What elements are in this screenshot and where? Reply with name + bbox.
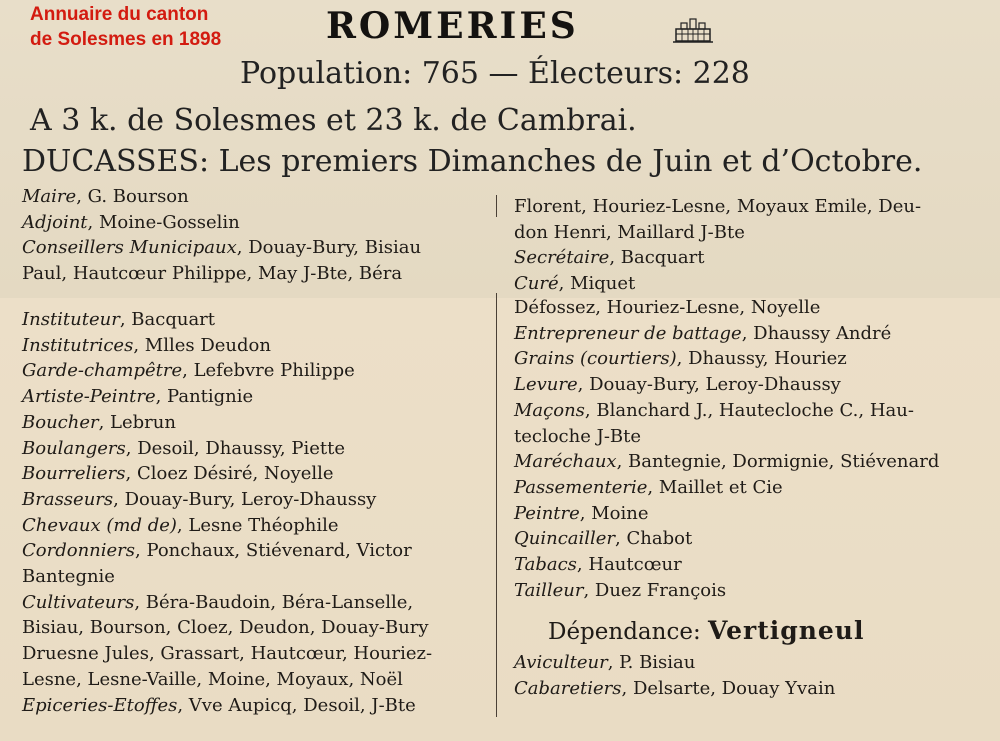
entry-label: Boulangers	[22, 437, 126, 459]
entry-text: , Bantegnie, Dormignie, Stiévenard	[616, 451, 940, 473]
entry-text: , Douay-Bury, Bisiau	[236, 237, 422, 259]
entry-label: Peintre	[514, 502, 580, 524]
entry-label: Curé	[514, 273, 559, 295]
entry-text: , Chabot	[615, 528, 693, 550]
entry-text: , Desoil, Dhaussy, Piette	[125, 437, 346, 459]
entry-label: Entrepreneur de battage	[514, 322, 742, 344]
list-item	[514, 245, 984, 271]
list-item	[514, 526, 984, 552]
list-item	[514, 676, 984, 702]
dependance-heading	[548, 616, 864, 645]
page-title: ROMERIES	[326, 5, 579, 47]
entry-text: , Lebrun	[98, 411, 176, 433]
entry-text: , Moine	[579, 502, 649, 524]
entry-label: Maréchaux	[514, 451, 617, 473]
entry-label: Cordonniers	[22, 540, 136, 562]
list-item	[514, 398, 984, 424]
list-item	[22, 641, 492, 667]
entry-label: Passementerie	[514, 476, 648, 498]
entry-text: , Delsarte, Douay Yvain	[621, 677, 836, 699]
list-item	[514, 650, 984, 676]
entry-text: tecloche J-Bte	[514, 425, 642, 447]
list-item	[22, 487, 492, 513]
list-item	[22, 538, 492, 564]
ducasses-line: DUCASSES: Les premiers Dimanches de Juin et d’Octobre.	[22, 144, 923, 179]
list-item	[22, 436, 492, 462]
list-item	[22, 235, 492, 261]
entry-label: Conseillers Municipaux	[22, 237, 237, 259]
right-column-top	[514, 194, 984, 297]
list-item	[22, 358, 492, 384]
entry-label: Tabacs	[514, 554, 577, 576]
entry-text: , Bacquart	[609, 247, 705, 269]
entry-text: Bisiau, Bourson, Cloez, Deudon, Douay-Bury	[22, 617, 429, 639]
entry-text: Lesne, Lesne-Vaille, Moine, Moyaux, Noël	[22, 668, 403, 690]
dependance-list	[514, 650, 984, 701]
entry-label: Maire	[22, 186, 77, 207]
entry-text: , Moine-Gosselin	[87, 211, 240, 233]
entry-label: Artiste-Peintre	[22, 386, 156, 408]
entry-text: , Béra-Baudoin, Béra-Lanselle,	[134, 591, 414, 613]
entry-label: Aviculteur	[514, 652, 608, 673]
entry-label: Tailleur	[514, 579, 584, 601]
list-item	[22, 590, 492, 616]
list-item	[22, 615, 492, 641]
entry-label: Brasseurs	[22, 488, 114, 510]
entry-label: Cabaretiers	[514, 677, 622, 699]
entry-label: Instituteur	[22, 309, 120, 330]
list-item	[22, 384, 492, 410]
entry-text: don Henri, Maillard J-Bte	[514, 221, 745, 243]
entry-text: , Dhaussy André	[741, 322, 892, 344]
list-item	[22, 667, 492, 693]
entry-text: , Dhaussy, Houriez	[676, 348, 847, 370]
entry-text: Défossez, Houriez-Lesne, Noyelle	[514, 297, 821, 318]
entry-text: , Douay-Bury, Leroy-Dhaussy	[577, 374, 841, 396]
entry-text: Druesne Jules, Grassart, Hautcœur, Houriez-	[22, 643, 433, 665]
entry-label: Levure	[514, 374, 578, 396]
entry-text: , Duez François	[583, 579, 727, 601]
list-item	[22, 261, 492, 287]
entry-label: Secrétaire	[514, 247, 610, 269]
list-item	[514, 295, 984, 321]
list-item	[514, 346, 984, 372]
column-divider-top	[496, 195, 497, 217]
left-column-top	[22, 184, 492, 287]
list-item	[22, 513, 492, 539]
list-item	[22, 307, 492, 333]
entry-text: , Lefebvre Philippe	[182, 360, 355, 382]
entry-label: Boucher	[22, 411, 99, 433]
list-item	[22, 333, 492, 359]
dependance-label: Dépendance:	[548, 619, 701, 645]
entry-text: , P. Bisiau	[607, 652, 696, 673]
entry-text: , Vve Aupicq, Desoil, J-Bte	[177, 694, 416, 716]
corner-note-line-1: Annuaire du canton	[30, 4, 209, 25]
population-line: Population: 765 — Électeurs: 228	[240, 56, 750, 91]
distance-line: A 3 k. de Solesmes et 23 k. de Cambrai.	[30, 103, 637, 138]
corner-note	[30, 2, 290, 52]
list-item	[514, 220, 984, 246]
entry-text: , Bacquart	[119, 309, 216, 330]
column-divider-bottom	[496, 293, 497, 717]
entry-text: , Pantignie	[155, 386, 254, 408]
entry-label: Cultivateurs	[22, 591, 135, 613]
entry-text: , Hautcœur	[576, 554, 682, 576]
entry-label: Garde-champêtre	[22, 360, 183, 382]
list-item	[514, 578, 984, 604]
list-item	[514, 194, 984, 220]
entry-text: , G. Bourson	[76, 186, 189, 207]
entry-text: , Douay-Bury, Leroy-Dhaussy	[113, 488, 377, 510]
entry-text: Paul, Hautcœur Philippe, May J-Bte, Béra	[22, 263, 403, 285]
list-item	[22, 564, 492, 590]
entry-label: Adjoint	[22, 211, 88, 233]
entry-label: Maçons	[514, 399, 585, 421]
list-item	[514, 501, 984, 527]
entry-text: , Ponchaux, Stiévenard, Victor	[135, 540, 412, 562]
list-item	[514, 475, 984, 501]
entry-text: , Miquet	[558, 273, 636, 295]
entry-text: , Mlles Deudon	[133, 334, 271, 356]
entry-text: Florent, Houriez-Lesne, Moyaux Emile, Deu-	[514, 196, 922, 217]
entry-label: Epiceries-Etoffes	[22, 694, 178, 716]
list-item	[22, 693, 492, 719]
entry-label: Grains (courtiers)	[514, 348, 677, 370]
list-item	[514, 552, 984, 578]
entry-text: Bantegnie	[22, 566, 115, 588]
corner-note-line-2: de Solesmes en 1898	[30, 29, 222, 50]
entry-label: Chevaux (md de)	[22, 514, 177, 536]
list-item	[514, 271, 984, 297]
left-column-bottom	[22, 307, 492, 718]
entry-text: , Maillet et Cie	[647, 476, 783, 498]
building-ornament-icon	[672, 17, 714, 45]
entry-text: , Blanchard J., Hautecloche C., Hau-	[584, 399, 914, 421]
right-column-bottom	[514, 295, 984, 603]
list-item	[22, 184, 492, 210]
list-item	[514, 321, 984, 347]
list-item	[514, 449, 984, 475]
list-item	[22, 210, 492, 236]
dependance-name: Vertigneul	[708, 616, 865, 645]
list-item	[22, 410, 492, 436]
entry-label: Quincailler	[514, 528, 616, 550]
entry-label: Bourreliers	[22, 463, 126, 485]
entry-text: , Lesne Théophile	[176, 514, 339, 536]
list-item	[514, 372, 984, 398]
list-item	[22, 461, 492, 487]
entry-label: Institutrices	[22, 334, 134, 356]
list-item	[514, 424, 984, 450]
entry-text: , Cloez Désiré, Noyelle	[125, 463, 334, 485]
